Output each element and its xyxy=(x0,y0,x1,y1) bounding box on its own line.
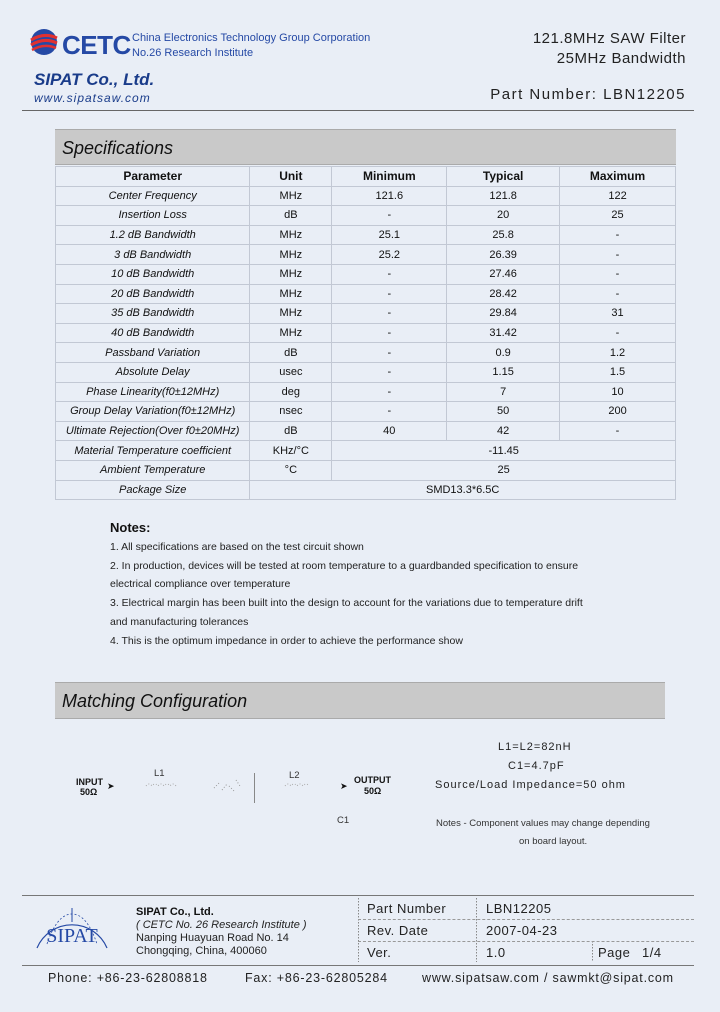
l1-inductor-icon xyxy=(144,782,184,790)
min-cell: - xyxy=(332,362,447,382)
param-cell: Passband Variation xyxy=(56,343,250,363)
unit-cell: MHz xyxy=(250,284,332,304)
min-cell: - xyxy=(332,206,447,226)
part-number-label: Part Number xyxy=(367,901,447,916)
footer-phone: Phone: +86-23-62808818 xyxy=(48,971,208,985)
param-cell: Center Frequency xyxy=(56,186,250,206)
min-cell: 121.6 xyxy=(332,186,447,206)
page-value: 1/4 xyxy=(642,945,662,960)
header-divider xyxy=(22,110,694,111)
max-cell: 1.2 xyxy=(560,343,676,363)
typ-cell: 0.9 xyxy=(447,343,560,363)
min-cell: - xyxy=(332,264,447,284)
footer-row-divider xyxy=(358,919,694,920)
saw-filter-icon xyxy=(210,776,246,798)
max-cell: 200 xyxy=(560,402,676,422)
unit-cell: dB xyxy=(250,206,332,226)
min-cell: - xyxy=(332,343,447,363)
param-cell: Material Temperature coefficient xyxy=(56,441,250,461)
l2-inductor-icon xyxy=(283,782,313,790)
table-row xyxy=(56,460,676,480)
typ-cell: 1.15 xyxy=(447,362,560,382)
note-line: 2. In production, devices will be tested at room temperature to a guardbanded specification to ensure xyxy=(110,560,579,572)
unit-cell: MHz xyxy=(250,264,332,284)
rev-date-label: Rev. Date xyxy=(367,923,429,938)
company-name: SIPAT Co., Ltd. xyxy=(34,70,155,89)
unit-cell: KHz/°C xyxy=(250,441,332,461)
unit-cell: dB xyxy=(250,421,332,441)
org-name: China Electronics Technology Group Corporation xyxy=(132,32,371,44)
sipat-seal-icon xyxy=(27,900,117,960)
min-cell: 25.1 xyxy=(332,225,447,245)
cetc-brand: CETC xyxy=(62,30,131,60)
param-cell: 3 dB Bandwidth xyxy=(56,245,250,265)
unit-cell: nsec xyxy=(250,402,332,422)
footer-institute: ( CETC No. 26 Research Institute ) xyxy=(136,919,307,931)
max-cell: 25 xyxy=(560,206,676,226)
specifications-heading: Specifications xyxy=(55,129,676,165)
output-arrow-icon: ➤ xyxy=(340,781,348,791)
typ-cell: 20 xyxy=(447,206,560,226)
table-row xyxy=(56,225,676,245)
param-cell: 40 dB Bandwidth xyxy=(56,323,250,343)
typ-cell: 7 xyxy=(447,382,560,402)
value-cell: -11.45 xyxy=(332,441,676,461)
typ-cell: 25.8 xyxy=(447,225,560,245)
table-header-row xyxy=(56,167,676,187)
specifications-table xyxy=(55,166,676,500)
footer-address-1: Nanping Huayuan Road No. 14 xyxy=(136,932,289,944)
column-header: Unit xyxy=(250,167,332,187)
table-row xyxy=(56,323,676,343)
param-cell: Absolute Delay xyxy=(56,362,250,382)
cetc-logo-icon xyxy=(28,26,60,58)
component-values: L1=L2=82nH xyxy=(498,741,572,753)
column-header: Typical xyxy=(447,167,560,187)
table-row xyxy=(56,206,676,226)
input-label: INPUT xyxy=(76,777,103,787)
matching-note-2: on board layout. xyxy=(519,836,588,847)
table-row xyxy=(56,421,676,441)
c1-label: C1 xyxy=(337,815,350,826)
param-cell: Ultimate Rejection(Over f0±20MHz) xyxy=(56,421,250,441)
table-row xyxy=(56,441,676,461)
column-header: Minimum xyxy=(332,167,447,187)
note-line: electrical compliance over temperature xyxy=(110,578,291,590)
unit-cell: °C xyxy=(250,460,332,480)
note-line: 4. This is the optimum impedance in order to achieve the performance show xyxy=(110,635,463,647)
table-row xyxy=(56,264,676,284)
input-arrow-icon: ➤ xyxy=(107,781,115,791)
param-cell: Phase Linearity(f0±12MHz) xyxy=(56,382,250,402)
min-cell: - xyxy=(332,284,447,304)
impedance-value: Source/Load Impedance=50 ohm xyxy=(435,779,626,791)
notes-heading: Notes: xyxy=(110,520,151,535)
min-cell: 25.2 xyxy=(332,245,447,265)
typ-cell: 27.46 xyxy=(447,264,560,284)
param-cell: Ambient Temperature xyxy=(56,460,250,480)
footer-separator xyxy=(592,941,593,962)
seal-text: SIPAT xyxy=(46,925,98,947)
footer-fax: Fax: +86-23-62805284 xyxy=(245,971,388,985)
footer-row-divider xyxy=(358,941,694,942)
max-cell: - xyxy=(560,421,676,441)
max-cell: - xyxy=(560,245,676,265)
footer-divider-bottom xyxy=(22,965,694,966)
unit-cell: MHz xyxy=(250,323,332,343)
typ-cell: 28.42 xyxy=(447,284,560,304)
table-row xyxy=(56,362,676,382)
output-impedance: 50Ω xyxy=(364,786,382,796)
column-header: Parameter xyxy=(56,167,250,187)
c1-capacitor-icon xyxy=(254,773,255,803)
min-cell: 40 xyxy=(332,421,447,441)
matching-note: Notes - Component values may change depending xyxy=(436,818,650,829)
typ-cell: 42 xyxy=(447,421,560,441)
min-cell: - xyxy=(332,382,447,402)
param-cell: Package Size xyxy=(56,480,250,500)
unit-cell: usec xyxy=(250,362,332,382)
table-row xyxy=(56,186,676,206)
max-cell: - xyxy=(560,284,676,304)
capacitor-value: C1=4.7pF xyxy=(508,760,565,772)
product-bandwidth: 25MHz Bandwidth xyxy=(556,50,686,67)
typ-cell: 50 xyxy=(447,402,560,422)
l1-label: L1 xyxy=(154,768,165,779)
typ-cell: 29.84 xyxy=(447,304,560,324)
typ-cell: 31.42 xyxy=(447,323,560,343)
max-cell: 31 xyxy=(560,304,676,324)
table-row xyxy=(56,245,676,265)
param-cell: Group Delay Variation(f0±12MHz) xyxy=(56,402,250,422)
version-label: Ver. xyxy=(367,945,392,960)
part-number-value: LBN12205 xyxy=(486,901,552,916)
max-cell: 10 xyxy=(560,382,676,402)
footer-company: SIPAT Co., Ltd. xyxy=(136,906,214,918)
table-row xyxy=(56,402,676,422)
footer-web-email[interactable]: www.sipatsaw.com / sawmkt@sipat.com xyxy=(422,971,674,985)
unit-cell: deg xyxy=(250,382,332,402)
min-cell: - xyxy=(332,402,447,422)
table-row xyxy=(56,343,676,363)
column-header: Maximum xyxy=(560,167,676,187)
table-row xyxy=(56,480,676,500)
max-cell: 122 xyxy=(560,186,676,206)
unit-cell: MHz xyxy=(250,225,332,245)
min-cell: - xyxy=(332,323,447,343)
param-cell: 10 dB Bandwidth xyxy=(56,264,250,284)
max-cell: 1.5 xyxy=(560,362,676,382)
footer-divider-top xyxy=(22,895,694,896)
param-cell: 20 dB Bandwidth xyxy=(56,284,250,304)
max-cell: - xyxy=(560,323,676,343)
output-label: OUTPUT xyxy=(354,775,391,785)
value-cell: 25 xyxy=(332,460,676,480)
typ-cell: 26.39 xyxy=(447,245,560,265)
footer-separator xyxy=(358,898,359,962)
product-title: 121.8MHz SAW Filter xyxy=(532,30,686,47)
version-value: 1.0 xyxy=(486,945,506,960)
institute-name: No.26 Research Institute xyxy=(132,47,254,59)
footer-address-2: Chongqing, China, 400060 xyxy=(136,945,267,957)
max-cell: - xyxy=(560,264,676,284)
table-row xyxy=(56,284,676,304)
rev-date-value: 2007-04-23 xyxy=(486,923,558,938)
unit-cell: MHz xyxy=(250,245,332,265)
matching-heading: Matching Configuration xyxy=(55,682,665,719)
unit-cell: MHz xyxy=(250,304,332,324)
footer-separator xyxy=(476,898,477,962)
param-cell: 35 dB Bandwidth xyxy=(56,304,250,324)
company-website: www.sipatsaw.com xyxy=(34,91,151,105)
note-line: and manufacturing tolerances xyxy=(110,616,249,628)
header-part-number: Part Number: LBN12205 xyxy=(490,86,686,103)
table-row xyxy=(56,304,676,324)
table-row xyxy=(56,382,676,402)
value-cell: SMD13.3*6.5C xyxy=(250,480,676,500)
l2-label: L2 xyxy=(289,770,300,781)
page-label: Page xyxy=(598,945,631,960)
typ-cell: 121.8 xyxy=(447,186,560,206)
unit-cell: dB xyxy=(250,343,332,363)
input-impedance: 50Ω xyxy=(80,787,98,797)
note-line: 1. All specifications are based on the test circuit shown xyxy=(110,541,364,553)
min-cell: - xyxy=(332,304,447,324)
param-cell: 1.2 dB Bandwidth xyxy=(56,225,250,245)
unit-cell: MHz xyxy=(250,186,332,206)
note-line: 3. Electrical margin has been built into the design to account for the variations due to temperature drift xyxy=(110,597,583,609)
param-cell: Insertion Loss xyxy=(56,206,250,226)
max-cell: - xyxy=(560,225,676,245)
